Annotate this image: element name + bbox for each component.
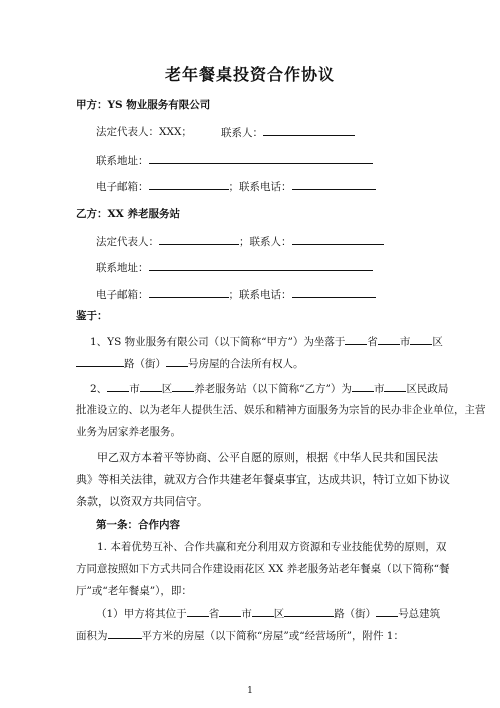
- clause-1-blank-road[interactable]: [76, 356, 124, 367]
- party-b-legal-rep-row: [96, 234, 384, 249]
- page-number: 1: [247, 686, 253, 696]
- article-1-p2-text-g: 面积为: [76, 630, 108, 642]
- clause-2-text-b: 市: [129, 383, 140, 395]
- clause-1-text-e: 路（街）: [124, 358, 166, 370]
- article-1-p2-line-2: [76, 628, 404, 643]
- party-b-address-label: 联系地址：: [96, 262, 149, 274]
- article-1-p2-blank-city[interactable]: [219, 606, 241, 617]
- document-title: 老年餐桌投资合作协议: [164, 65, 335, 84]
- party-b-contact-label: ；联系人：: [239, 236, 292, 248]
- party-b-email-label: 电子邮箱：: [96, 289, 149, 301]
- party-a-contact-label: 联系人：: [221, 127, 263, 139]
- clause-1-text-c: 市: [399, 336, 411, 348]
- article-1-p2-blank-area[interactable]: [108, 628, 142, 639]
- article-1-p2-line-1: [96, 606, 440, 621]
- clause-1-blank-city[interactable]: [378, 334, 400, 345]
- party-b-heading: 乙方：XX 养老服务站: [76, 208, 180, 220]
- clause-2-text-d: 养老服务站（以下简称“乙方”）为: [194, 383, 352, 395]
- party-a-legal-rep-label: 法定代表人：XXX；: [96, 126, 192, 138]
- party-a-phone-label: ；联系电话：: [228, 181, 292, 193]
- clause-2-line-1: [90, 381, 448, 396]
- article-1-heading: 第一条：合作内容: [96, 519, 180, 531]
- article-1-p2-text-e: 路（街）: [334, 608, 377, 620]
- clause-1-line-2: [76, 356, 304, 371]
- article-1-paragraph-1: 1. 本着优势互补、合作共赢和充分利用双方资源和专业技能优势的原则，双方同意按照如下方式共同合作建设雨花区 XX 养老服务站老年餐桌（以下简称“餐厅”或“老年餐桌”），即：: [76, 541, 450, 597]
- clause-2-line-3: 业务为居家养老服务。: [76, 426, 181, 438]
- article-1-p2-blank-road[interactable]: [284, 606, 334, 617]
- clause-2-blank-name[interactable]: [172, 381, 194, 392]
- article-1-p2-blank-district[interactable]: [252, 606, 274, 617]
- clause-1-text-d: 区: [432, 336, 443, 348]
- clause-1-text-b: 省: [367, 336, 378, 348]
- clause-1-blank-number[interactable]: [166, 356, 188, 367]
- party-b-phone-blank[interactable]: [292, 287, 376, 298]
- party-a-legal-rep-row: [96, 125, 192, 139]
- clause-2-line-2: 批准设立的、以为老年人提供生活、娱乐和精神方面服务为宗旨的民办非企业单位，主营: [76, 404, 486, 416]
- clause-2-text-f: 区民政局: [406, 383, 449, 395]
- party-a-email-blank[interactable]: [149, 179, 229, 190]
- clause-1-text-a: 1、YS 物业服务有限公司（以下简称“甲方”）为坐落于: [90, 336, 346, 348]
- clause-1-blank-district[interactable]: [410, 334, 432, 345]
- clause-2-text-a: 2、: [90, 383, 108, 395]
- party-a-email-row: [96, 179, 376, 194]
- article-1-p2-text-a: （1）甲方将其位于: [96, 608, 187, 620]
- whereas-heading: 鉴于：: [76, 310, 108, 322]
- clause-1-text-f: 号房屋的合法所有权人。: [188, 358, 304, 370]
- article-1-p2-text-h: 平方米的房屋（以下简称“房屋”或“经营场所”，附件 1：: [141, 630, 404, 642]
- article-1-p2-blank-province[interactable]: [187, 606, 209, 617]
- party-a-address-row: [96, 153, 373, 168]
- clause-2-text-e: 市: [373, 383, 385, 395]
- clause-2-blank-district[interactable]: [140, 381, 162, 392]
- article-1-p2-text-b: 省: [208, 608, 220, 620]
- party-b-address-blank[interactable]: [149, 260, 373, 271]
- party-a-heading: 甲方：YS 物业服务有限公司: [76, 99, 211, 111]
- party-b-email-blank[interactable]: [149, 287, 229, 298]
- party-b-legal-rep-blank[interactable]: [159, 234, 239, 245]
- article-1-p2-text-f: 号总建筑: [398, 608, 441, 620]
- clause-1-line-1: [90, 334, 443, 349]
- party-a-address-blank[interactable]: [149, 153, 373, 164]
- article-1-p2-text-d: 区: [273, 608, 285, 620]
- party-b-legal-rep-label: 法定代表人：: [96, 236, 159, 248]
- clause-2-blank-city[interactable]: [107, 381, 129, 392]
- party-a-address-label: 联系地址：: [96, 155, 149, 167]
- body-paragraph: 甲乙双方本着平等协商、公平自愿的原则，根据《中华人民共和国民法典》等相关法律，就双方合作共建老年餐桌事宜，达成共识，特订立如下协议条款，以资双方共同信守。: [76, 451, 450, 508]
- article-1-p2-blank-number[interactable]: [376, 606, 398, 617]
- party-a-phone-blank[interactable]: [292, 179, 376, 190]
- clause-2-blank-city-2[interactable]: [352, 381, 374, 392]
- party-b-email-row: [96, 287, 376, 302]
- party-a-email-label: 电子邮箱：: [96, 181, 149, 193]
- clause-2-blank-district-2[interactable]: [384, 381, 406, 392]
- clause-1-blank-province[interactable]: [345, 334, 367, 345]
- party-a-contact-row: [221, 125, 355, 140]
- article-1-p2-text-c: 市: [241, 608, 252, 620]
- clause-2-text-c: 区: [161, 383, 173, 395]
- party-b-contact-blank[interactable]: [292, 234, 384, 245]
- party-b-address-row: [96, 260, 373, 275]
- party-a-contact-blank[interactable]: [263, 125, 355, 136]
- party-b-phone-label: ；联系电话：: [228, 289, 292, 301]
